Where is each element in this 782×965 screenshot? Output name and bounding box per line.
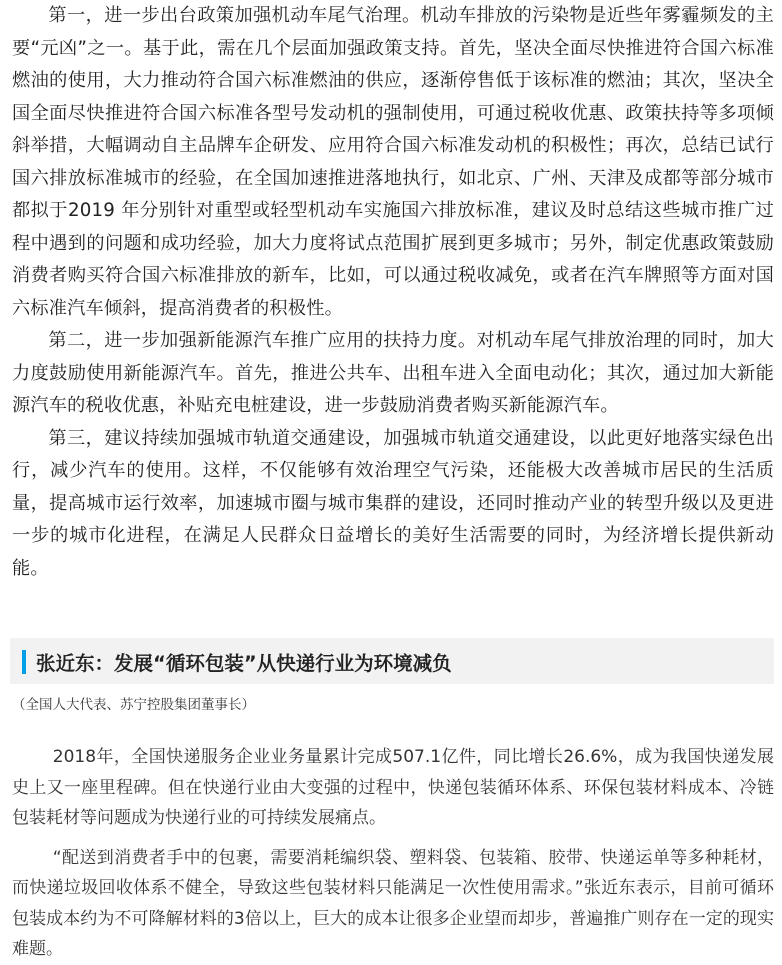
section-title: 张近东：发展“循环包装”从快递行业为环境减负 [36,652,452,675]
section-heading-box [10,638,774,684]
section-subtitle: （全国人大代表、苏宁控股集团董事长） [12,697,255,713]
paragraph-1: 第一，进一步出台政策加强机动车尾气治理。机动车排放的污染物是近些年雾霾频发的主要“元凶”之一。基于此，需在几个层面加强政策支持。首先，坚决全面尽快推进符合国六标准燃油的使用，大力推动符合国六标准燃油的供应，逐渐停售低于该标准的燃油；其次，坚决全国全面尽快推进符合国六标准各型号发动机的强制使用，可通过税收优惠、政策扶持等多项倾斜举措，大幅调动自主品牌车企研发、应用符合国六标准发动机的积极性；再次，总结已试行国六排放标准城市的经验，在全国加速推进落地执行，如北京、广州、天津及成都等部分城市都拟于2019 年分别针对重型或轻型机动车实施国六排放标准，建议及时总结这些城市推广过程中遇到的问题和成功经验，加大力度将试点范围扩展到更多城市；另外，制定优惠政策鼓励消费者购买符合国六标准排放的新车，比如，可以通过税收减免，或者在汽车牌照等方面对国六标准汽车倾斜，提高消费者的积极性。 [12,5,774,319]
article-body-top [12,0,774,585]
paragraph-5: “配送到消费者手中的包裹，需要消耗编织袋、塑料袋、包装箱、胶带、快递运单等多种耗材，而快递垃圾回收体系不健全，导致这些包装材料只能满足一次性使用需求。”张近东表示，目前可循环包装成本约为不可降解材料的3倍以上，巨大的成本让很多企业望而却步，普遍推广则存在一定的现实难题。 [12,847,774,959]
section-accent-bar [22,650,26,674]
article-body-bottom [12,742,774,965]
paragraph-3: 第三，建议持续加强城市轨道交通建设，加强城市轨道交通建设，以此更好地落实绿色出行，减少汽车的使用。这样，不仅能够有效治理空气污染，还能极大改善城市居民的生活质量，提高城市运行效率，加速城市圈与城市集群的建设，还同时推动产业的转型升级以及更进一步的城市化进程，在满足人民群众日益增长的美好生活需要的同时，为经济增长提供新动能。 [12,427,774,579]
paragraph-4: 2018年，全国快递服务企业业务量累计完成507.1亿件，同比增长26.6%，成为我国快递发展史上又一座里程碑。但在快递行业由大变强的过程中，快递包装循环体系、环保包装材料成本、冷链包装耗材等问题成为快递行业的可持续发展痛点。 [12,747,774,828]
paragraph-2: 第二，进一步加强新能源汽车推广应用的扶持力度。对机动车尾气排放治理的同时，加大力度鼓励使用新能源汽车。首先，推进公共车、出租车进入全面电动化；其次，通过加大新能源汽车的税收优惠，补贴充电桩建设，进一步鼓励消费者购买新能源汽车。 [12,330,774,416]
